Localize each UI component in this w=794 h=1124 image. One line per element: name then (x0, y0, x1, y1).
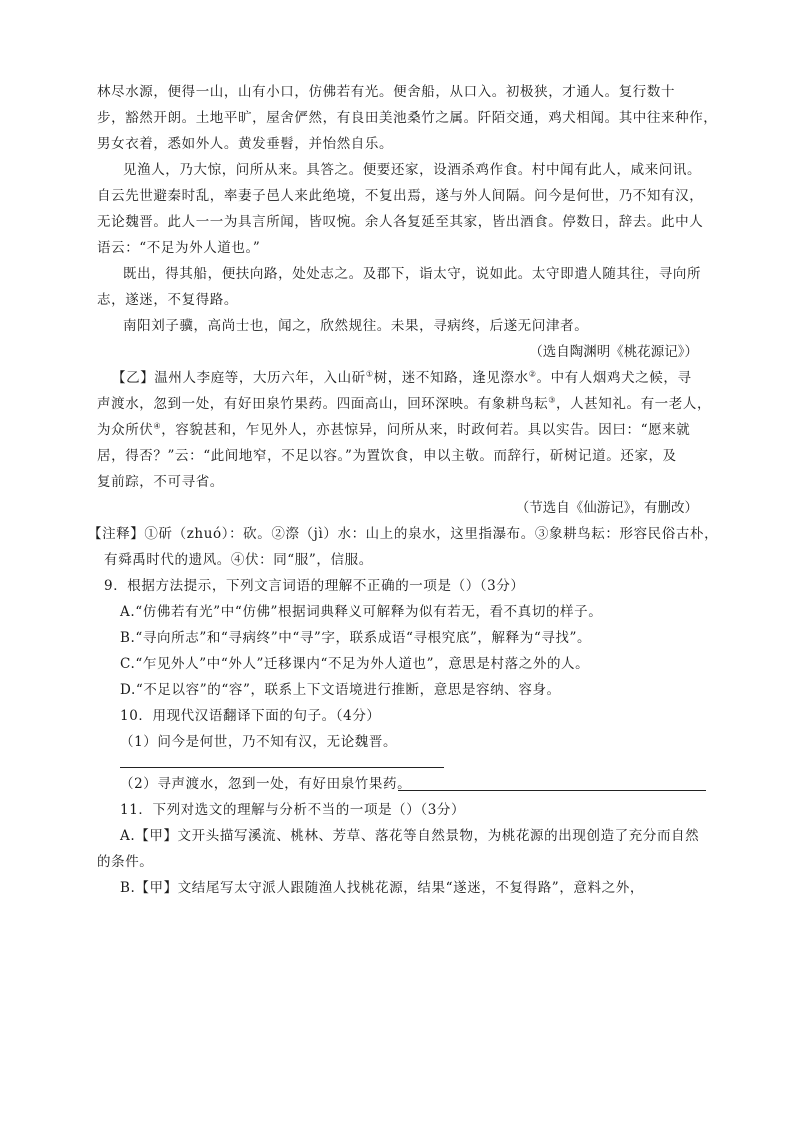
question-11-option-a: A.【甲】文开头描写溪流、桃林、芳草、落花等自然景物，为桃花源的出现创造了充分而自然 (120, 828, 700, 844)
footnote-marker: ① (365, 369, 374, 379)
passage-yi-line: 为众所伏④，容貌甚和，乍见外人，亦甚惊异，问所从来，时政何若。具以实告。因曰：“愿来就 (97, 421, 691, 438)
passage-jia-line: 男女衣着，悉如外人。黄发垂髫，并怡然自乐。 (97, 136, 394, 152)
question-10-stem: 10．用现代汉语翻译下面的句子。（4分） (120, 708, 381, 724)
question-11-option-b: B.【甲】文结尾写太守派人跟随渔人找桃花源，结果“遂迷，不复得路”，意料之外， (120, 880, 644, 896)
question-9-option-a: A.“仿佛若有光”中“仿佛”根据词典释义可解释为似有若无，看不真切的样子。 (120, 604, 603, 620)
answer-blank-line[interactable] (398, 790, 706, 791)
passage-jia-line: 步，豁然开朗。土地平旷，屋舍俨然，有良田美池桑竹之属。阡陌交通，鸡犬相闻。其中往来种作， (97, 110, 718, 126)
passage-jia-line: 既出，得其船，便扶向路，处处志之。及郡下，诣太守，说如此。太守即遣人随其往，寻向所 (123, 266, 702, 282)
passage-yi-line: 复前踪，不可寻省。 (97, 474, 224, 490)
question-11-stem: 11．下列对选文的理解与分析不当的一项是（）（3分） (120, 802, 466, 818)
question-9-option-d: D.“不足以容”的“容”，联系上下文语境进行推断，意思是容纳、容身。 (120, 682, 561, 698)
passage-jia-line: 语云：“不足为外人道也。” (97, 240, 261, 256)
question-10-sentence-1: （1）问今是何世，乃不知有汉，无论魏晋。 (120, 734, 398, 750)
passage-jia-line: 无论魏晋。此人一一为具言所闻，皆叹惋。余人各复延至其家，皆出酒食。停数日，辞去。此中人 (97, 214, 704, 230)
question-9-option-c: C.“乍见外人”中“外人”迁移课内“不足为外人道也”，意思是村落之外的人。 (120, 656, 590, 672)
footnote-marker: ③ (548, 395, 556, 405)
notes-line: 【注释】①斫（zhuó）：砍。②漈（jì）水：山上的泉水，这里指瀑布。③象耕鸟耘：形容民俗古朴， (88, 526, 719, 542)
question-9-option-b: B.“寻向所志”和“寻病终”中“寻”字，联系成语“寻根究底”，解释为“寻找”。 (120, 630, 592, 646)
footnote-marker: ④ (153, 421, 162, 431)
passage-jia-line: 志，遂迷，不复得路。 (97, 292, 238, 308)
passage-yi-line: 声渡水，忽到一处，有好田泉竹果药。四面高山，回环深映。有象耕鸟耘③，人甚知礼。有一老人， (97, 395, 712, 412)
passage-jia-line: 南阳刘子骥，高尚士也，闻之，欣然规往。未果，寻病终，后遂无问津者。 (123, 318, 589, 334)
passage-jia-line: 自云先世避秦时乱，率妻子邑人来此绝境，不复出焉，遂与外人间隔。问今是何世，乃不知有汉， (97, 188, 704, 204)
passage-jia-source: （选自陶渊明《桃花源记》） (529, 344, 698, 360)
passage-jia-line: 见渔人，乃大惊，问所从来。具答之。便要还家，设酒杀鸡作食。村中闻有此人，咸来问讯。 (123, 162, 702, 178)
passage-jia-line: 林尽水源，便得一山，山有小口，仿佛若有光。便舍船，从口入。初极狭，才通人。复行数十 (97, 84, 676, 100)
passage-yi-line: 居，得否？”云：“此间地窄，不足以容。”为置饮食，申以主敬。而辞行，斫树记道。还家，及 (97, 448, 677, 464)
footnote-marker: ② (528, 369, 537, 379)
notes-line: 有舜禹时代的遗风。④伏：同“服”，信服。 (104, 552, 373, 568)
question-11-option-a-cont: 的条件。 (97, 854, 154, 870)
question-9-stem: 9．根据方法提示，下列文言词语的理解不正确的一项是（）（3分） (104, 578, 525, 594)
passage-yi-source: （节选自《仙游记》，有删改） (515, 500, 698, 516)
passage-yi-line: 【乙】温州人李庭等，大历六年，入山斫①树，迷不知路，逢见漈水②。中有人烟鸡犬之候，寻 (112, 369, 692, 386)
answer-blank-line[interactable] (120, 767, 444, 768)
question-10-sentence-2: （2）寻声渡水，忽到一处，有好田泉竹果药。 (120, 776, 412, 792)
